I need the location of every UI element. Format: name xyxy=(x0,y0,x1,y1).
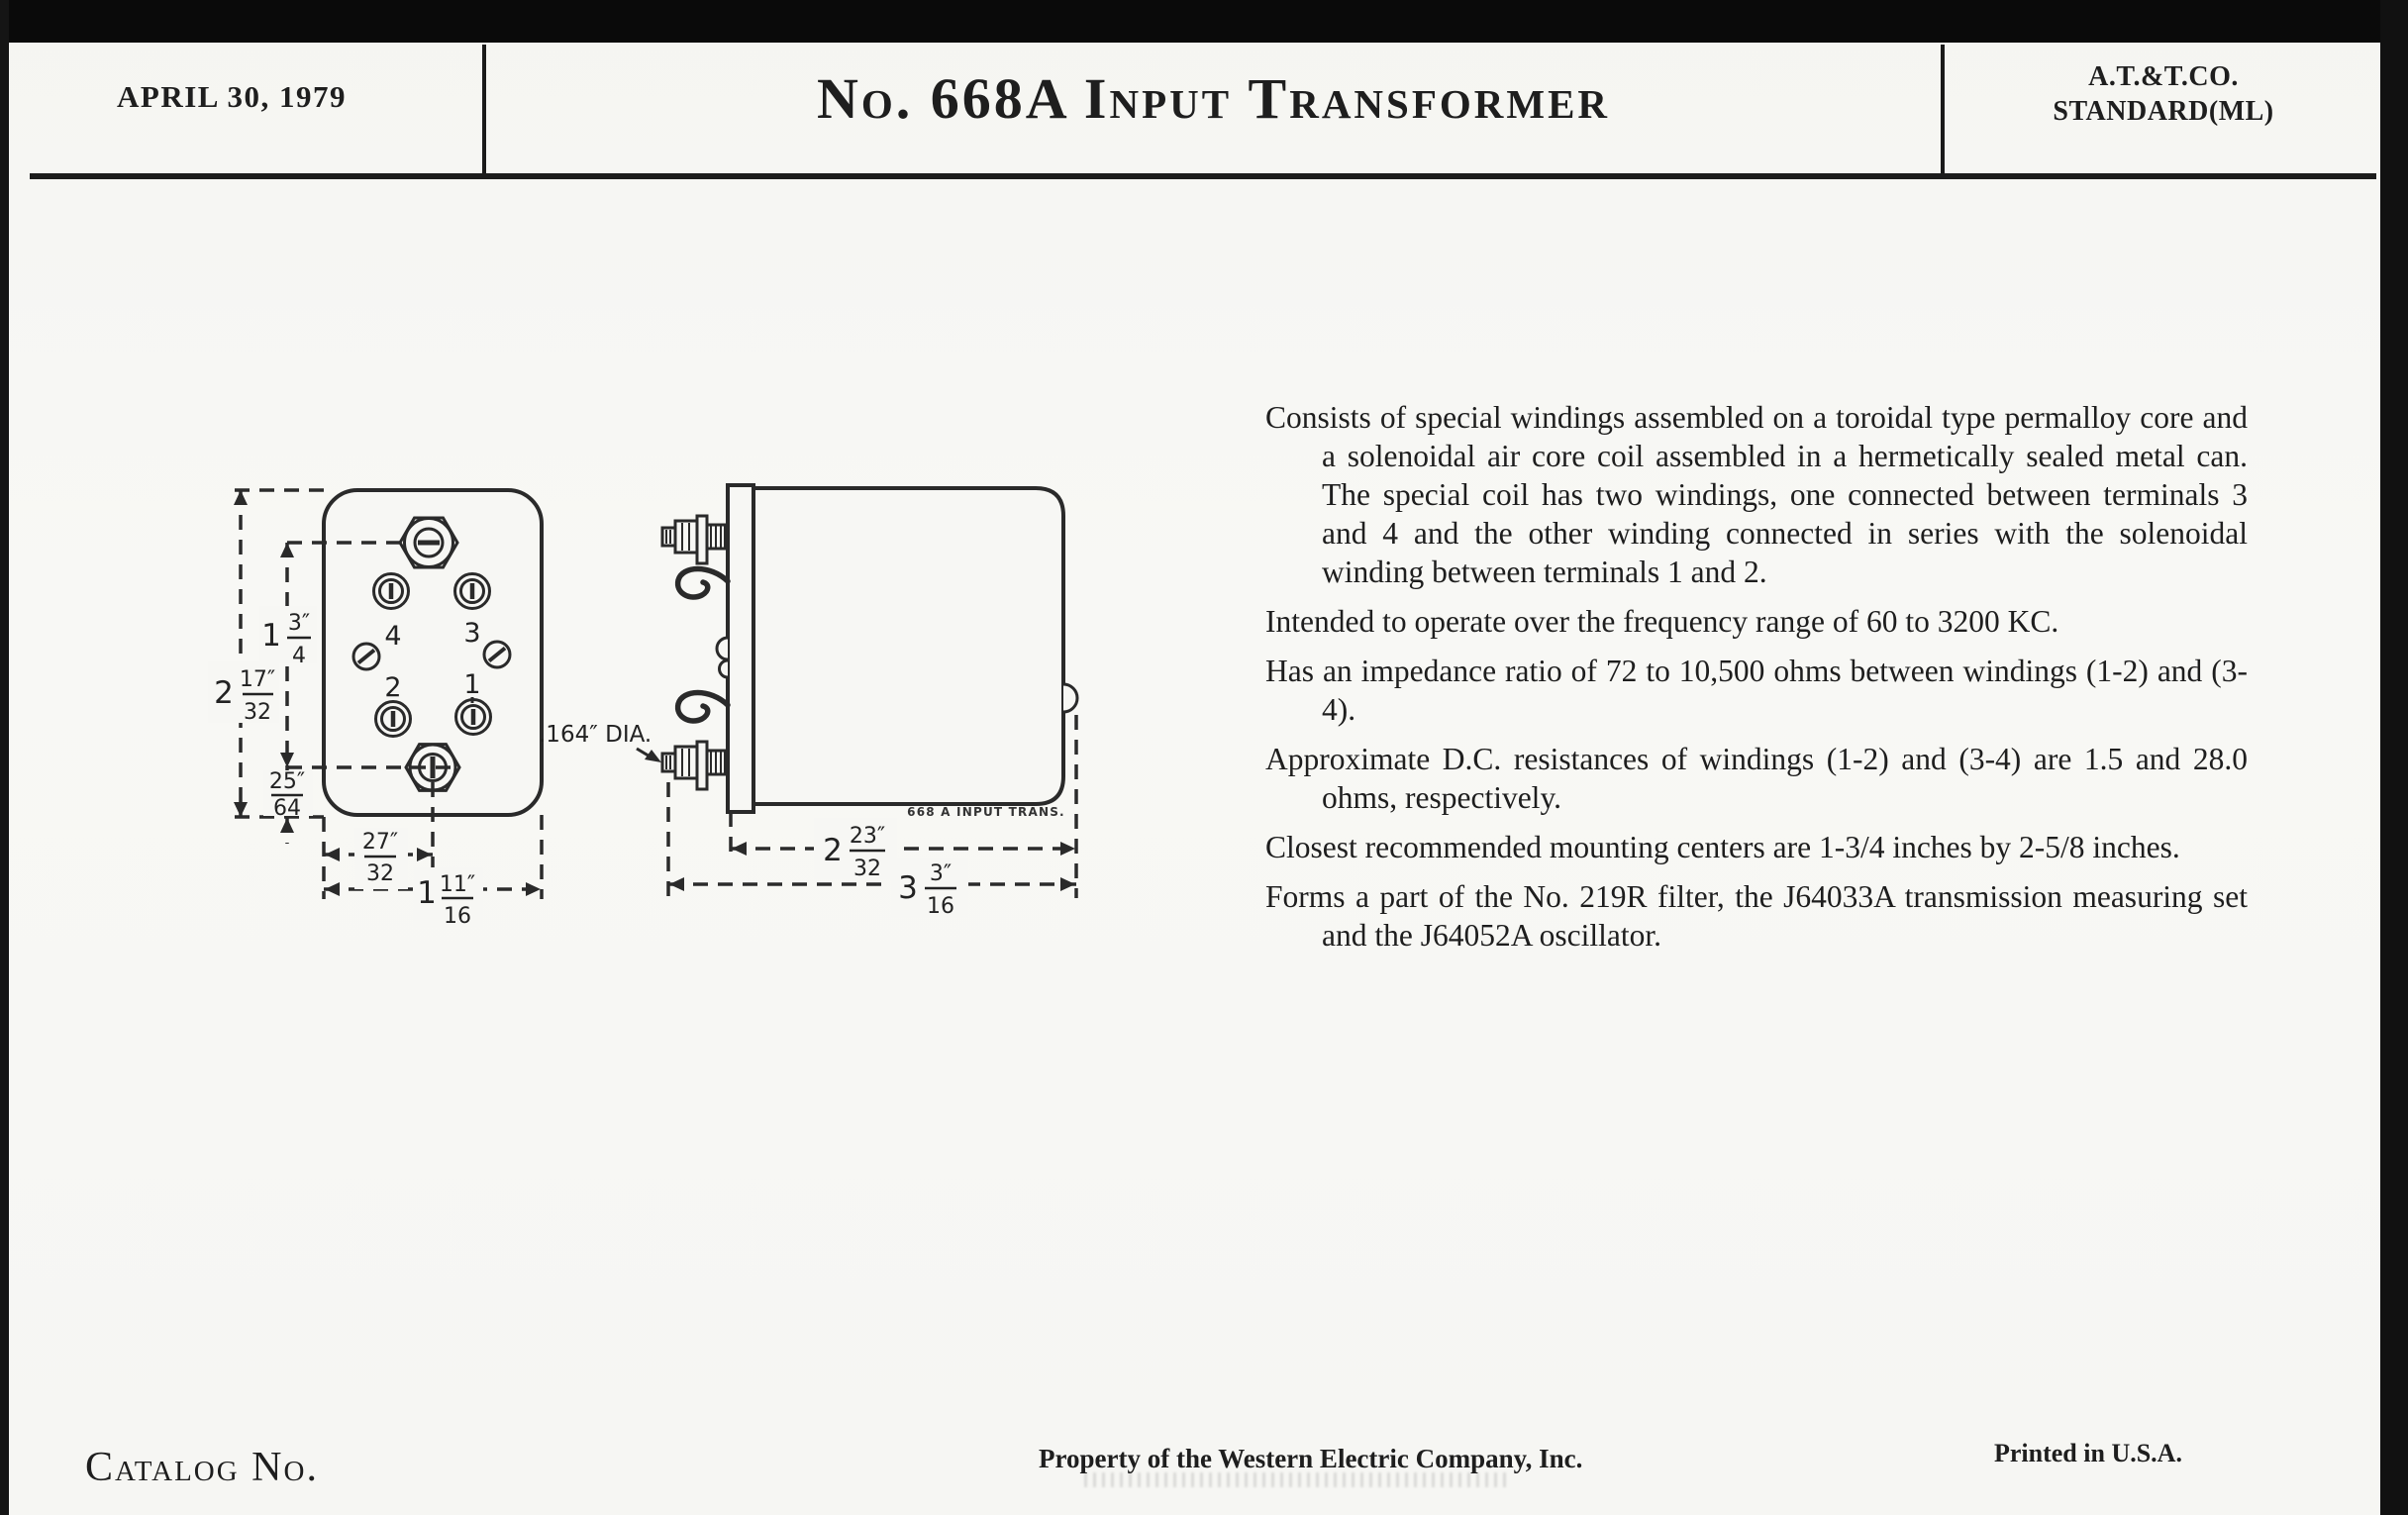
page-title: No. 668A Input Transformer xyxy=(816,66,1611,131)
svg-text:32: 32 xyxy=(244,700,271,725)
dim-total-length xyxy=(891,858,968,919)
catalog-number-label: Catalog No. xyxy=(85,1445,319,1490)
svg-text:16: 16 xyxy=(444,904,471,929)
description-paragraph: Forms a part of the No. 219R filter, the J64033A transmission measuring set and the J64052A oscillator. xyxy=(1265,879,2248,953)
svg-text:23″: 23″ xyxy=(849,824,886,849)
header-divider-right xyxy=(1941,45,1945,176)
dimension-drawing xyxy=(198,455,1109,931)
terminal-3 xyxy=(455,574,490,609)
org-name: A.T.&T.CO. xyxy=(2088,61,2239,92)
description-block xyxy=(1265,398,2248,965)
terminal-label-3: 3 xyxy=(463,618,481,649)
solder-lug-lower xyxy=(678,693,728,722)
description-paragraph: Has an impedance ratio of 72 to 10,500 ohms between windings (1-2) and (3-4). xyxy=(1265,654,2248,727)
description-paragraph: Approximate D.C. resistances of windings (1-2) and (3-4) are 1.5 and 28.0 ohms, respectively. xyxy=(1265,742,2248,815)
svg-text:3″: 3″ xyxy=(287,611,311,636)
svg-text:3″: 3″ xyxy=(929,861,953,886)
svg-text:1: 1 xyxy=(417,875,437,911)
scan-edge-right xyxy=(2380,0,2408,1515)
terminal-label-4: 4 xyxy=(384,621,402,652)
dim-height-inner xyxy=(259,606,317,668)
scan-edge-left xyxy=(0,0,9,1515)
diameter-callout: .164″ DIA. xyxy=(539,722,652,748)
can-body-outline xyxy=(753,488,1063,804)
svg-text:2: 2 xyxy=(823,833,843,868)
assembly-screw-right xyxy=(484,642,510,667)
svg-text:17″: 17″ xyxy=(239,667,276,692)
svg-text:4: 4 xyxy=(292,644,306,668)
flange-bump-2 xyxy=(720,660,729,677)
svg-text:27″: 27″ xyxy=(361,830,399,855)
terminal-1 xyxy=(456,700,491,735)
org-standard-block xyxy=(1955,59,2372,129)
dim-width-left xyxy=(354,828,408,889)
can-stamp: 668 A INPUT TRANS. xyxy=(907,805,1065,819)
svg-text:1: 1 xyxy=(261,618,281,654)
terminal-4 xyxy=(374,574,409,609)
description-paragraph: Consists of special windings assembled on a toroidal type permalloy core and a solenoidal air core coil assembled in a hermetically sealed metal can. The special coil has two windings, one connected between terminals 3 and 4 and the other winding connected in series with the solenoidal winding between terminals 1 and 2. xyxy=(1265,400,2248,589)
flange-bump-1 xyxy=(717,638,728,659)
dim-offset-bottom xyxy=(263,769,313,821)
svg-text:16: 16 xyxy=(927,894,954,919)
terminal-label-2: 2 xyxy=(384,672,402,703)
svg-text:32: 32 xyxy=(853,857,881,881)
assembly-screw-left xyxy=(353,644,379,669)
dim-width-total xyxy=(414,867,483,929)
issue-date: APRIL 30, 1979 xyxy=(117,79,347,114)
dim-height-total xyxy=(208,661,279,725)
svg-text:25″: 25″ xyxy=(268,769,306,794)
solder-lug-upper xyxy=(678,569,728,598)
org-standard: STANDARD(ML) xyxy=(2053,96,2274,127)
dim-body-length xyxy=(814,818,897,881)
svg-text:32: 32 xyxy=(366,861,394,886)
svg-text:11″: 11″ xyxy=(439,872,476,897)
print-bleed-artifact xyxy=(1084,1472,1510,1487)
terminal-label-1: 1 xyxy=(463,669,481,700)
property-notice: Property of the Western Electric Company, Inc. xyxy=(1039,1444,1583,1473)
terminal-2 xyxy=(376,702,411,737)
printed-notice: Printed in U.S.A. xyxy=(1994,1439,2182,1467)
scan-edge-top xyxy=(0,0,2408,43)
svg-text:64: 64 xyxy=(273,796,301,821)
solder-seam-bump xyxy=(1063,684,1077,712)
header-rule xyxy=(30,173,2376,179)
mounting-flange xyxy=(728,485,753,812)
svg-text:2: 2 xyxy=(214,675,234,711)
description-paragraph: Intended to operate over the frequency range of 60 to 3200 KC. xyxy=(1265,604,2059,639)
svg-text:3: 3 xyxy=(898,870,918,906)
description-paragraph: Closest recommended mounting centers are 1-3/4 inches by 2-5/8 inches. xyxy=(1265,830,2180,864)
mounting-nut-top xyxy=(400,518,457,567)
